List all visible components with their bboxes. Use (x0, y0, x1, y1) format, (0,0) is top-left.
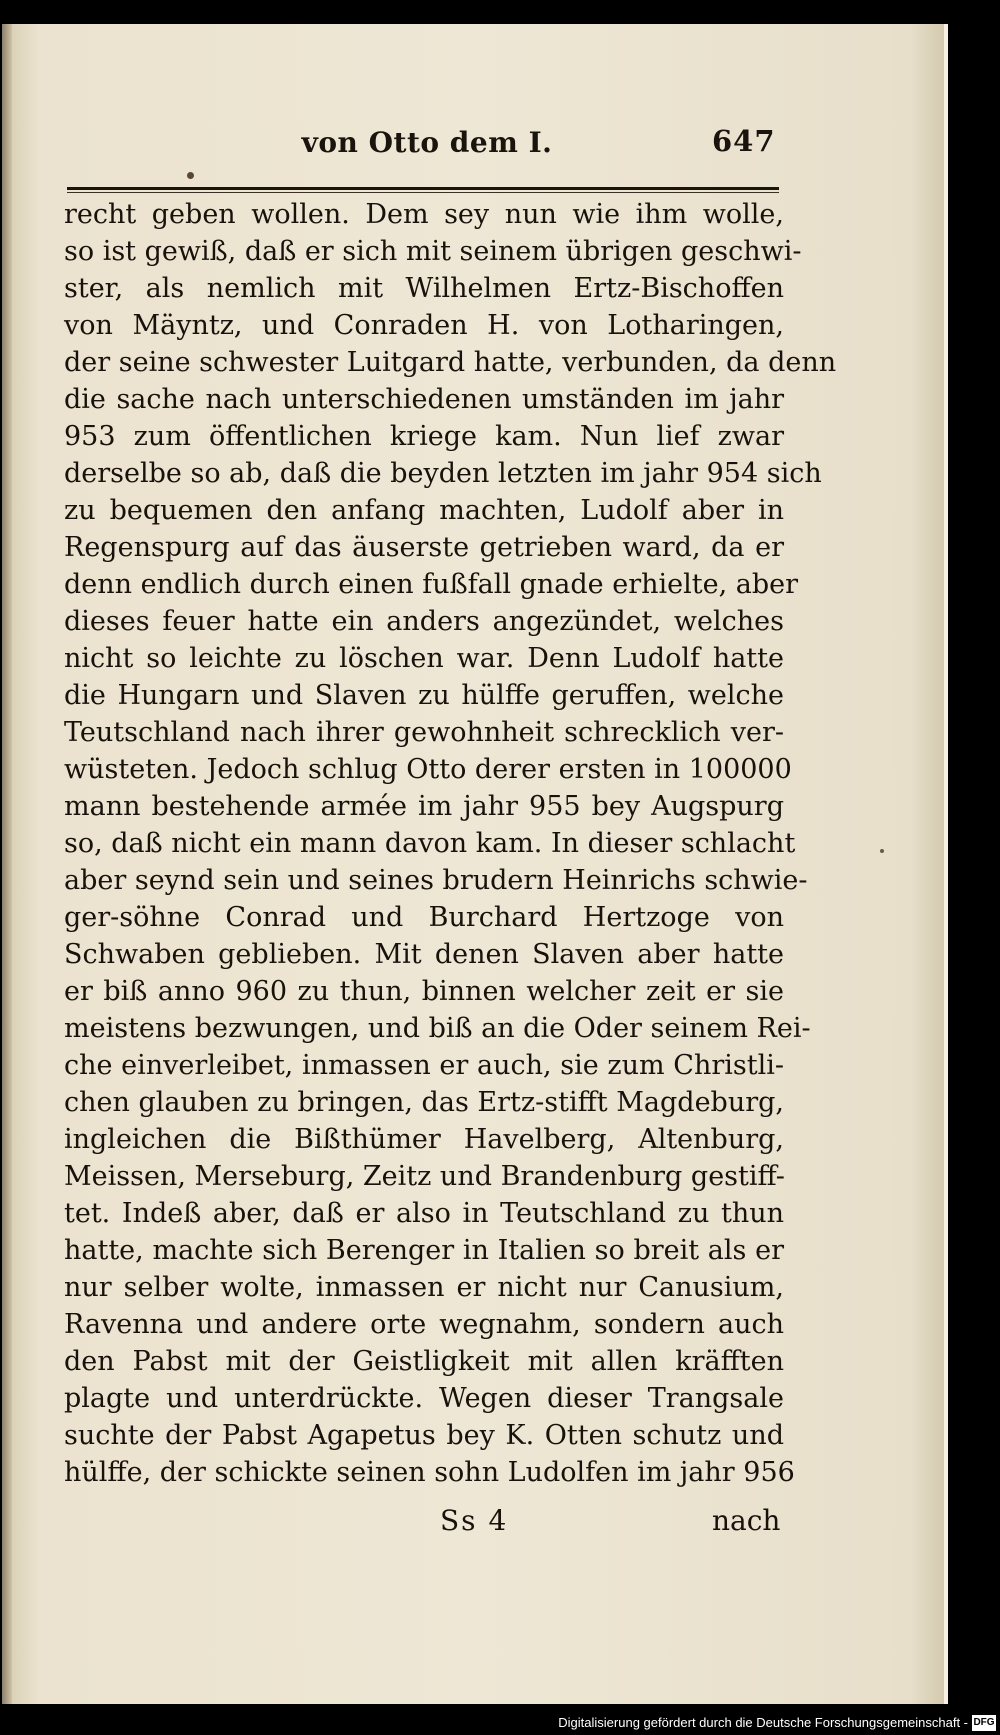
text-line: ger-söhne Conrad und Burchard Hertzoge von (64, 902, 784, 933)
text-line: Teutschland nach ihrer gewohnheit schrecklich ver- (64, 717, 784, 748)
text-line: nur selber wolte, inmassen er nicht nur Canusium, (64, 1272, 784, 1303)
dfg-logo-icon: DFG (972, 1715, 996, 1731)
text-line: hülffe, der schickte seinen sohn Ludolfen im jahr 956 (64, 1457, 795, 1488)
text-line: ingleichen die Bißthümer Havelberg, Altenburg, (64, 1124, 784, 1155)
text-line: suchte der Pabst Agapetus bey K. Otten schutz und (64, 1420, 784, 1451)
text-line: denn endlich durch einen fußfall gnade erhielte, aber (64, 569, 799, 600)
stray-mark (880, 849, 884, 853)
text-line: so, daß nicht ein mann davon kam. In dieser schlacht (64, 828, 796, 859)
text-line: von Mäyntz, und Conraden H. von Lotharingen, (64, 310, 784, 341)
page-number: 647 (712, 124, 776, 158)
text-line: plagte und unterdrückte. Wegen dieser Trangsale (64, 1383, 784, 1414)
text-line: Schwaben geblieben. Mit denen Slaven aber hatte (64, 939, 784, 970)
text-line: so ist gewiß, daß er sich mit seinem übrigen geschwi- (64, 236, 802, 267)
text-line: nicht so leichte zu löschen war. Denn Ludolf hatte (64, 643, 784, 674)
text-line: Meissen, Merseburg, Zeitz und Brandenburg gestiff- (64, 1161, 785, 1192)
text-line: recht geben wollen. Dem sey nun wie ihm wolle, (64, 199, 784, 230)
book-page (2, 24, 948, 1704)
page-gutter (2, 24, 12, 1704)
text-line: Ravenna und andere orte wegnahm, sondern auch (64, 1309, 784, 1340)
text-line: die sache nach unterschiedenen umständen im jahr (64, 384, 784, 415)
text-line: meistens bezwungen, und biß an die Oder seinem Rei- (64, 1013, 811, 1044)
text-line: dieses feuer hatte ein anders angezündet, welches (64, 606, 784, 637)
text-line: er biß anno 960 zu thun, binnen welcher zeit er sie (64, 976, 784, 1007)
page-header (2, 124, 948, 164)
text-line: zu bequemen den anfang machten, Ludolf aber in (64, 495, 784, 526)
text-line: derselbe so ab, daß die beyden letzten im jahr 954 sich (64, 458, 822, 489)
text-line: die Hungarn und Slaven zu hülffe geruffen, welche (64, 680, 784, 711)
body-text (64, 196, 837, 1491)
header-rule-thin (67, 192, 779, 193)
text-line: ster, als nemlich mit Wilhelmen Ertz-Bischoffen (64, 273, 784, 304)
text-line: hatte, machte sich Berenger in Italien so breit als er (64, 1235, 784, 1266)
text-line: der seine schwester Luitgard hatte, verbunden, da denn (64, 347, 837, 378)
text-line: 953 zum öffentlichen kriege kam. Nun lief zwar (64, 421, 784, 452)
text-line: wüsteten. Jedoch schlug Otto derer ersten in 100000 (64, 754, 792, 785)
ink-spot (187, 172, 194, 179)
text-line: mann bestehende armée im jahr 955 bey Augspurg (64, 791, 784, 822)
header-rule (67, 187, 779, 190)
page-edge (944, 24, 948, 1704)
text-line: aber seynd sein und seines brudern Heinrichs schwie- (64, 865, 808, 896)
text-line: den Pabst mit der Geistligkeit mit allen kräfften (64, 1346, 784, 1377)
text-line: che einverleibet, inmassen er auch, sie zum Christli- (64, 1050, 784, 1081)
running-title: von Otto dem I. (301, 126, 553, 159)
page-footer (2, 1504, 948, 1544)
catchword: nach (712, 1504, 781, 1537)
text-line: chen glauben zu bringen, das Ertz-stifft Magdeburg, (64, 1087, 784, 1118)
text-line: tet. Indeß aber, daß er also in Teutschland zu thun (64, 1198, 784, 1229)
signature-mark: Ss 4 (440, 1504, 509, 1537)
text-line: Regenspurg auf das äuserste getrieben ward, da er (64, 532, 784, 563)
credit-text: Digitalisierung gefördert durch die Deutsche Forschungsgemeinschaft - (558, 1715, 968, 1730)
credit-bar (0, 1712, 1000, 1735)
